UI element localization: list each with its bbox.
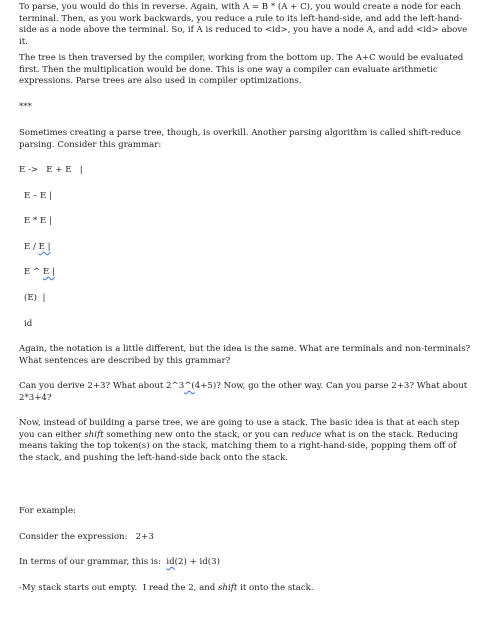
paragraph-stack-approach bbox=[19, 418, 471, 464]
paragraph-notation: Again, the notation is a little different, but the idea is the same. What are terminals and non-terminals? What sentences are described by this grammar? bbox=[19, 344, 471, 366]
paragraph-derive-questions bbox=[19, 381, 471, 404]
stack-text: something new onto the stack, or you can bbox=[103, 429, 292, 440]
emphasis-reduce: reduce bbox=[291, 429, 322, 440]
stack-text: Now, instead of building a parse tree, we are going to use a stack. The basic idea is that at each step you can either bbox=[19, 418, 460, 440]
paragraph-consider-expression: Consider the expression: 2+3 bbox=[19, 532, 154, 542]
section-separator: *** bbox=[19, 102, 32, 112]
grammar-rule: id bbox=[24, 319, 33, 329]
terms-text: (2) + id(3) bbox=[174, 557, 220, 567]
paragraph-shift-reduce-intro: Sometimes creating a parse tree, though, is overkill. Another parsing algorithm is called shift-reduce parsing. Consider this grammar: bbox=[19, 128, 461, 150]
grammar-rule bbox=[24, 267, 55, 279]
stack-text: what is on the stack. Reducing means taking the top token(s) on the stack, matching them to a right-hand-side, popping them off of the stack, and pushing the left-hand-side back onto the stack. bbox=[19, 429, 459, 463]
paragraph-for-example: For example: bbox=[19, 506, 76, 516]
spellcheck-flagged-text: id bbox=[166, 557, 175, 567]
stack-step-text: -My stack starts out empty. I read the 2, and bbox=[19, 583, 219, 593]
derive-text: Can you derive 2+3? What about 2^3 bbox=[19, 381, 185, 391]
paragraph-grammar-terms bbox=[19, 557, 220, 569]
grammar-rule: E * E | bbox=[24, 216, 52, 226]
derive-text: 4+5)? Now, go the other way. Can you parse 2+3? What about 2*3+4? bbox=[19, 381, 468, 403]
terms-text: In terms of our grammar, this is: bbox=[19, 557, 167, 567]
stack-step-text: it onto the stack. bbox=[237, 583, 314, 593]
emphasis-shift: shift bbox=[84, 429, 104, 440]
grammar-rule: (E) | bbox=[24, 293, 46, 303]
spellcheck-flagged-text: ^( bbox=[184, 381, 195, 391]
grammar-rule bbox=[24, 242, 51, 254]
paragraph-stack-empty bbox=[19, 583, 314, 595]
spellcheck-flagged-text: E | bbox=[42, 267, 55, 277]
paragraph-tree-traversal: The tree is then traversed by the compiler, working from the bottom up. The A+C would be evaluated first. Then the multiplication would be done. This is one way a compiler can evaluate arithmetic expressions. Parse trees are also used in compiler optimizations. bbox=[19, 53, 464, 86]
spellcheck-flagged-text: E | bbox=[38, 242, 51, 252]
paragraph-parse-reverse: To parse, you would do this in reverse. Again, with A = B * (A + C), you would create a node for each terminal. Then, as you work backwards, you reduce a rule to its left-hand-side, and add the left-hand-side as a node above the terminal. So, if A is reduced to <id>, you have a node A, and add <id> above it. bbox=[19, 2, 468, 47]
grammar-rule-text: E ^ bbox=[24, 267, 43, 277]
emphasis-shift: shift bbox=[218, 583, 238, 593]
grammar-rule: E – E | bbox=[24, 191, 52, 201]
grammar-rule-text: E / bbox=[24, 242, 39, 252]
grammar-rule: E -> E + E | bbox=[19, 165, 83, 175]
